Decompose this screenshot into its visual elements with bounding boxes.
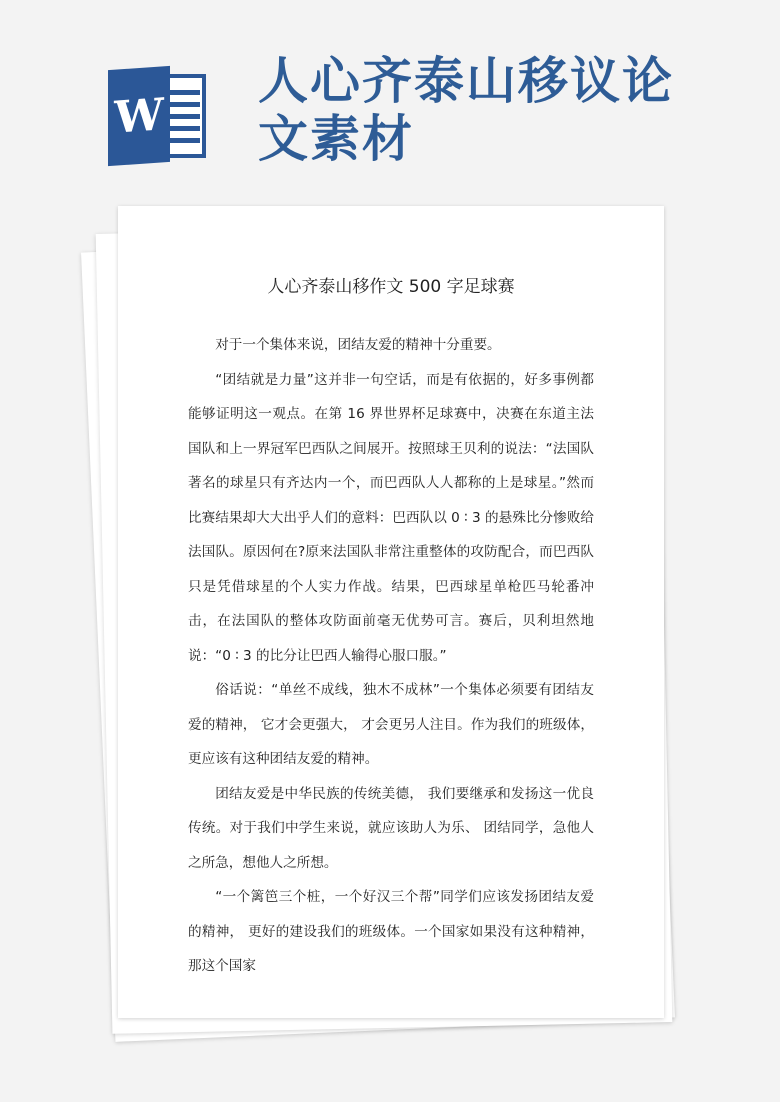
paragraph-3: 俗话说：“单丝不成线，独木不成林”一个集体必须要有团结友爱的精神， 它才会更强大， 才会更另人注目。作为我们的班级体， 更应该有这种团结友爱的精神。 [188,682,594,767]
document-page [118,206,664,1018]
document-body [188,328,594,984]
paragraph-4: 团结友爱是中华民族的传统美德， 我们要继承和发扬这一优良传统。对于我们中学生来说，就应该助人为乐、 团结同学，急他人之所急，想他人之所想。 [188,785,594,871]
word-document-icon [108,68,208,164]
word-letter-badge: W [108,66,170,166]
paragraph-2: “团结就是力量”这并非一句空话，而是有依据的，好多事例都能够证明这一观点。在第 16 界世界杯足球赛中，决赛在东道主法国队和上一界冠军巴西队之间展开。按照球王贝利的说法：“法国队著名的球星只有齐达内一个，而巴西队人人都称的上是球星。”然而比赛结果却大大出乎人们的意料：巴西队以 0 ∶ 3 的悬殊比分惨败给法国队。原因何在?原来法国队非常注重整体的攻防配合，而巴西队只是凭借球星的个人实力作战。结果，巴西球星单枪匹马轮番冲击，在法国队的整体攻防面前毫无优势可言。赛后，贝利坦然地说：“0 ∶ 3 的比分让巴西人输得心服口服。” [188,371,594,664]
paragraph-1: 对于一个集体来说，团结友爱的精神十分重要。 [215,337,501,353]
header-banner [0,0,780,200]
paragraph-5: “一个篱笆三个桩，一个好汉三个帮”同学们应该发扬团结友爱的精神， 更好的建设我们的班级体。一个国家如果没有这种精神， 那这个国家 [188,889,594,974]
page-title: 人心齐泰山移议论文素材 [258,52,674,168]
document-title: 人心齐泰山移作文 500 字足球赛 [267,277,515,297]
